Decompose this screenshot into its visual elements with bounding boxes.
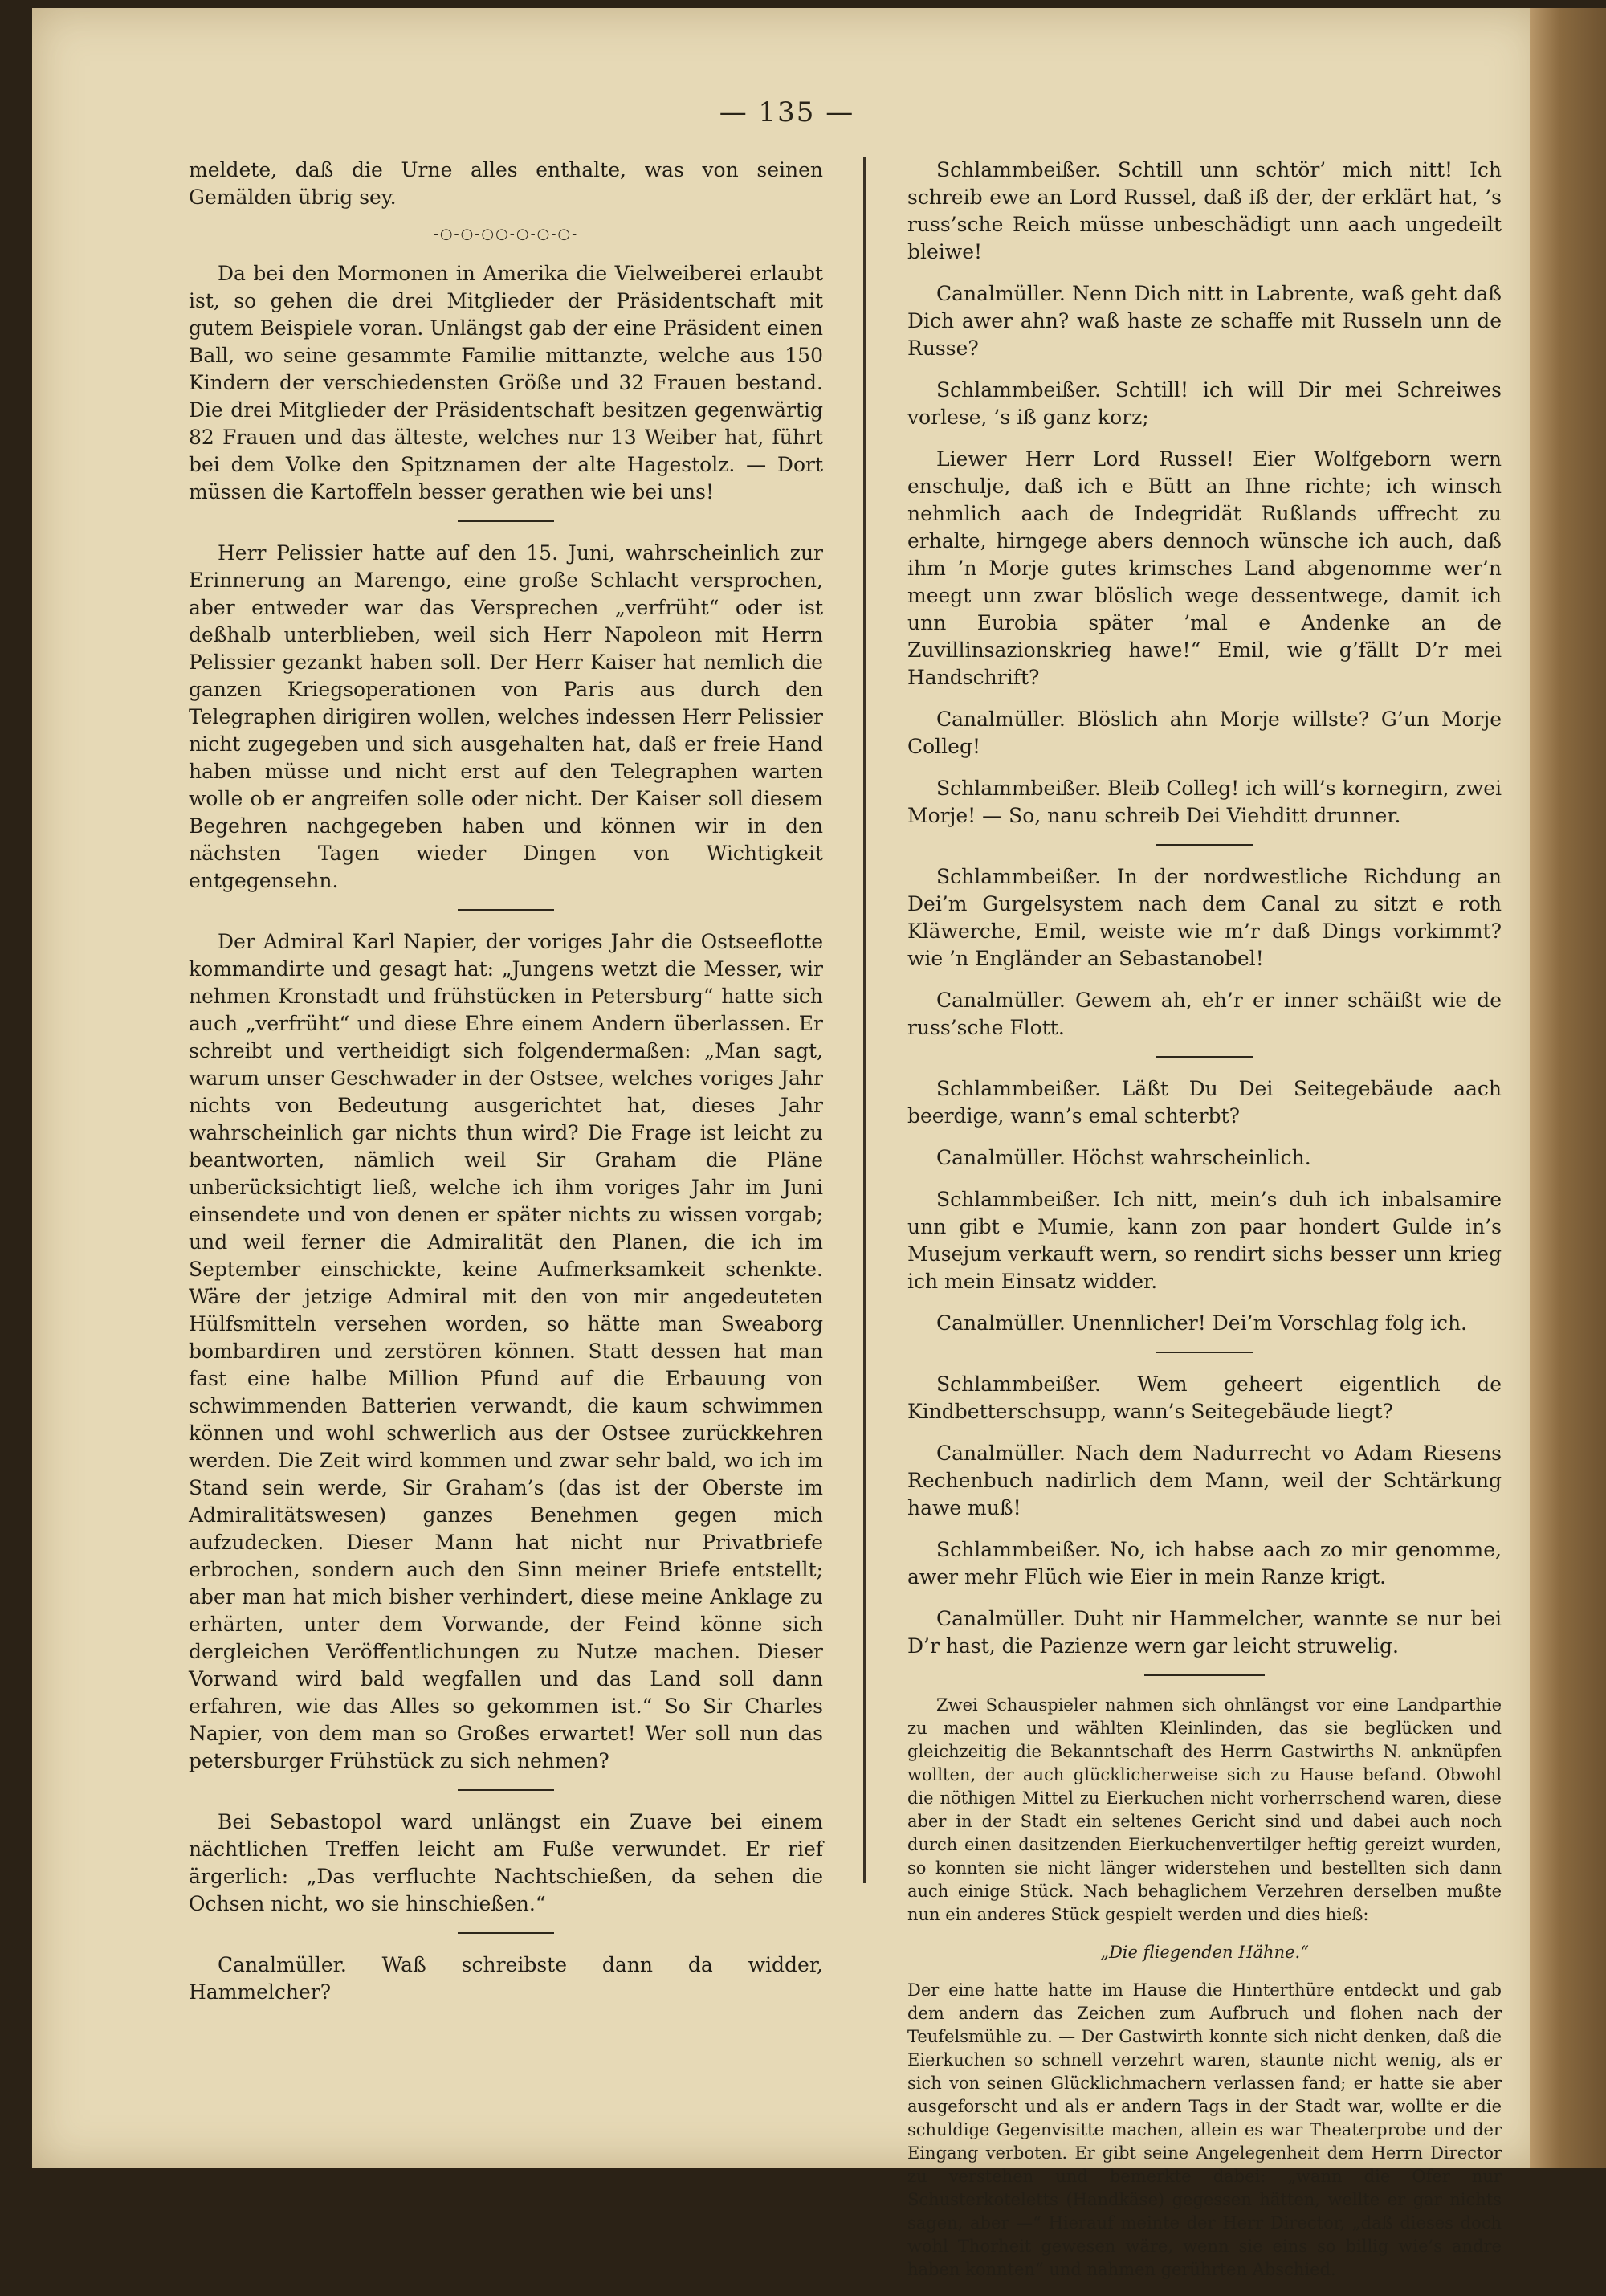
article-separator <box>1156 844 1253 846</box>
dialogue-line: Canalmüller. Waß schreibste dann da widder, Hammelcher? <box>189 1953 823 2004</box>
ornament-divider: -○-○-○○-○-○-○- <box>433 226 579 243</box>
article-separator <box>458 909 554 911</box>
article-zuave: Bei Sebastopol ward unlängst ein Zuave bei einem nächtlichen Treffen leicht am Fuße verwundet. Er rief ärgerlich: „Das verfluchte Nachtschießen, da sehen die Ochsen nicht, wo sie hinschießen.“ <box>189 1810 823 1915</box>
column-rule <box>863 157 866 1883</box>
dialogue-line: Canalmüller. Blöslich ahn Morje willste? G’un Morje Colleg! <box>907 708 1502 758</box>
article-separator <box>458 520 554 522</box>
article-subheading: „Die fliegenden Hähne.“ <box>1100 1943 1309 1962</box>
dialogue-line: Canalmüller. Nenn Dich nitt in Labrente, waß geht daß Dich awer ahn? waß haste ze schaffe mit Russeln unn de Russe? <box>907 282 1502 360</box>
dialogue-line: Schlammbeißer. Ich nitt, mein’s duh ich inbalsamire unn gibt e Mumie, kann zon paar hondert Gulde in’s Musejum verkauft wern, so rendirt sichs besser unn krieg ich mein Einsatz widder. <box>907 1188 1502 1293</box>
book-edge <box>1530 8 1606 2168</box>
article-mormons: Da bei den Mormonen in Amerika die Vielweiberei erlaubt ist, so gehen die drei Mitglieder der Präsidentschaft mit gutem Beispiele voran. Unlängst gab der eine Präsident einen Ball, wo seine gesammte Familie mittanzte, welche aus 150 Kindern der verschiedensten Größe und 32 Frauen bestand. Die drei Mitglieder der Präsidentschaft besitzen gegenwärtig 82 Frauen und das älteste, welches nur 13 Weiber hat, führt bei dem Volke den Spitznamen der alte Hagestolz. — Dort müssen die Kartoffeln besser gerathen wie bei uns! <box>189 262 823 504</box>
article-continuation: meldete, daß die Urne alles enthalte, was von seinen Gemälden übrig sey. <box>189 158 823 209</box>
dialogue-line: Schlammbeißer. In der nordwestliche Richdung an Dei’m Gurgelsystem nach dem Canal zu sitzt e roth Kläwerche, Emil, weiste wie m’r daß Dings vorkimmt? wie ’n Engländer an Sebastanobel! <box>907 865 1502 970</box>
dialogue-line: Schlammbeißer. Läßt Du Dei Seitegebäude aach beerdige, wann’s emal schterbt? <box>907 1077 1502 1128</box>
right-column <box>907 157 1502 2296</box>
dialogue-line: Schlammbeißer. Schtill! ich will Dir mei Schreiwes vorlese, ’s iß ganz korz; <box>907 378 1502 429</box>
article-pelissier: Herr Pelissier hatte auf den 15. Juni, wahrscheinlich zur Erinnerung an Marengo, eine große Schlacht versprochen, aber entweder war das Versprechen „verfrüht“ oder ist deßhalb unterblieben, weil sich Herr Napoleon mit Herrn Pelissier gezankt haben soll. Der Herr Kaiser hat nemlich die ganzen Kriegsoperationen von Paris aus durch den Telegraphen dirigiren wollen, welches indessen Herr Pelissier nicht zugegeben und sich ausgehalten hat, daß er freie Hand haben müsse und nicht erst auf den Telegraphen warten wolle ob er angreifen solle oder nicht. Der Kaiser soll diesem Begehren nachgegeben haben und können wir in den nächsten Tagen wieder Dingen von Wichtigkeit entgegensehn. <box>189 541 823 892</box>
article-separator <box>458 1932 554 1934</box>
dialogue-line: Schlammbeißer. Bleib Colleg! ich will’s kornegirn, zwei Morje! — So, nanu schreib Dei Viehditt drunner. <box>907 777 1502 827</box>
left-column <box>189 157 823 2021</box>
dialogue-line: Canalmüller. Nach dem Nadurrecht vo Adam Riesens Rechenbuch nadirlich dem Mann, weil der Schtärkung hawe muß! <box>907 1442 1502 1519</box>
page-number: — 135 — <box>719 96 855 128</box>
newspaper-page <box>32 8 1542 2279</box>
dialogue-line: Schlammbeißer. No, ich habse aach zo mir genomme, awer mehr Flüch wie Eier in mein Ranze krigt. <box>907 1538 1502 1588</box>
article-actors: Zwei Schauspieler nahmen sich ohnlängst vor eine Landparthie zu machen und wählten Kleinlinden, das sie beglücken und gleichzeitig die Bekanntschaft des Herrn Gastwirths N. anknüpfen wollten, der auch glücklicherweise sich zu Hause befand. Obwohl die nöthigen Mittel zu Eierkuchen nicht vorherrschend waren, diese aber in der Stadt ein seltenes Gericht sind und dabei auch noch durch einen dasitzenden Eierkuchenvertilger heftig gereizt wurden, so konnten sie nicht länger widerstehen und bestellten sich dann auch einige Stück. Nach behaglichem Verzehren derselben mußte nun ein anderes Stück gespielt werden und dies hieß: <box>907 1695 1502 1924</box>
dialogue-line: Canalmüller. Höchst wahrscheinlich. <box>936 1146 1311 1169</box>
dialogue-line: Canalmüller. Gewem ah, eh’r er inner schäißt wie de russ’sche Flott. <box>907 989 1502 1039</box>
dialogue-line: Canalmüller. Unennlicher! Dei’m Vorschlag folg ich. <box>936 1311 1467 1335</box>
dialogue-line: Canalmüller. Duht nir Hammelcher, wannte se nur bei D’r hast, die Pazienze wern gar leicht struwelig. <box>907 1607 1502 1658</box>
article-separator <box>1144 1674 1265 1676</box>
dialogue-line: Schlammbeißer. Schtill unn schtör’ mich nitt! Ich schreib ewe an Lord Russel, daß iß der, der erklärt hat, ’s russ’sche Reich müsse unbeschädigt unn aach ungedeilt bleiwe! <box>907 158 1502 263</box>
article-separator <box>1156 1056 1253 1058</box>
article-actors-continued: Der eine hatte hatte im Hause die Hinterthüre entdeckt und gab dem andern das Zeichen zum Aufbruch und flohen nach der Teufelsmühle zu. — Der Gastwirth konnte sich nicht denken, daß die Eierkuchen so schnell verzehrt waren, staunte nicht wenig, als er sich von seinen Glücklichmachern verlassen fand; er hatte sie aber ausgeforscht und als er andern Tags in der Stadt war, wollte er die schuldige Gegenvisitte machen, allein es war Theaterprobe und der Eingang verboten. Er gibt seine Angelegenheit dem Herrn Director zu verstehen und bemerkte dabei: „wann die Ofer nur Schusterkoteletts (Handkäse) gegessen hätten, wellte er gar nichts sagen, aber —“ Hierauf meinte der Herr Director, „daß dieses doch wohl Thorheit gewesen wäre, wenn sie eins so billig wie’s andre haben konnten“ und nahmen gerührten Abschied. <box>907 1980 1502 2279</box>
article-separator <box>458 1789 554 1791</box>
dialogue-line: Schlammbeißer. Wem geheert eigentlich de Kindbetterschsupp, wann’s Seitegebäude liegt? <box>907 1372 1502 1423</box>
article-napier: Der Admiral Karl Napier, der voriges Jahr die Ostseeflotte kommandirte und gesagt hat: „Jungens wetzt die Messer, wir nehmen Kronstadt und frühstücken in Petersburg“ hatte sich auch „verfrüht“ und diese Ehre einem Andern überlassen. Er schreibt und vertheidigt sich folgendermaßen: „Man sagt, warum unser Geschwader in der Ostsee, welches voriges Jahr nichts von Bedeutung ausgerichtet hat, dieses Jahr wahrscheinlich gar nichts thun wird? Die Frage ist leicht zu beantworten, nämlich weil Sir Graham die Pläne unberücksichtigt ließ, welche ich ihm voriges Jahr im Juni einsendete und von denen er später nichts zu wissen vorgab; und weil ferner die Admiralität den Planen, die ich im September einschickte, keine Aufmerksamkeit schenkte. Wäre der jetzige Admiral mit den von mir angedeuteten Hülfsmitteln versehen worden, so hätte man Sweaborg bombardiren und zerstören können. Statt dessen hat man fast eine halbe Million Pfund auf die Erbauung von schwimmenden Batterien verwandt, die kaum schwimmen können und wohl schwerlich aus der Ostsee zurückkehren werden. Die Zeit wird kommen und zwar sehr bald, wo ich im Stand sein werde, Sir Graham’s (das ist der Oberste im Admiralitätswesen) ganzes Benehmen gegen mich aufzudecken. Dieser Mann hat nicht nur Privatbriefe erbrochen, sondern auch den Sinn meiner Briefe entstellt; aber man hat mich bisher verhindert, diese meine Anklage zu erhärten, unter dem Vorwande, der Feind könne sich dergleichen Veröffentlichungen zu Nutze machen. Dieser Vorwand wird bald wegfallen und das Land soll dann erfahren, wie das Alles so gekommen ist.“ So Sir Charles Napier, von dem man so Großes erwartet! Wer soll nun das petersburger Frühstück zu sich nehmen? <box>189 930 823 1772</box>
article-separator <box>1156 1352 1253 1353</box>
dialogue-letter: Liewer Herr Lord Russel! Eier Wolfgeborn wern enschulje, daß ich e Bütt an Ihne richte; ich winsch nehmlich aach de Indegridät Rußlands uffrecht zu erhalte, hirngege abers dennoch wünsche ich auch, daß ihm ’n Morje gutes krimsches Land abgenomme wer’n meegt unn zwar blöslich wege dessentwege, damit ich unn Eurobia später ’mal e Andenke an de Zuvillinsazionskrieg hawe!“ Emil, wie g’fällt D’r mei Handschrift? <box>907 447 1502 689</box>
